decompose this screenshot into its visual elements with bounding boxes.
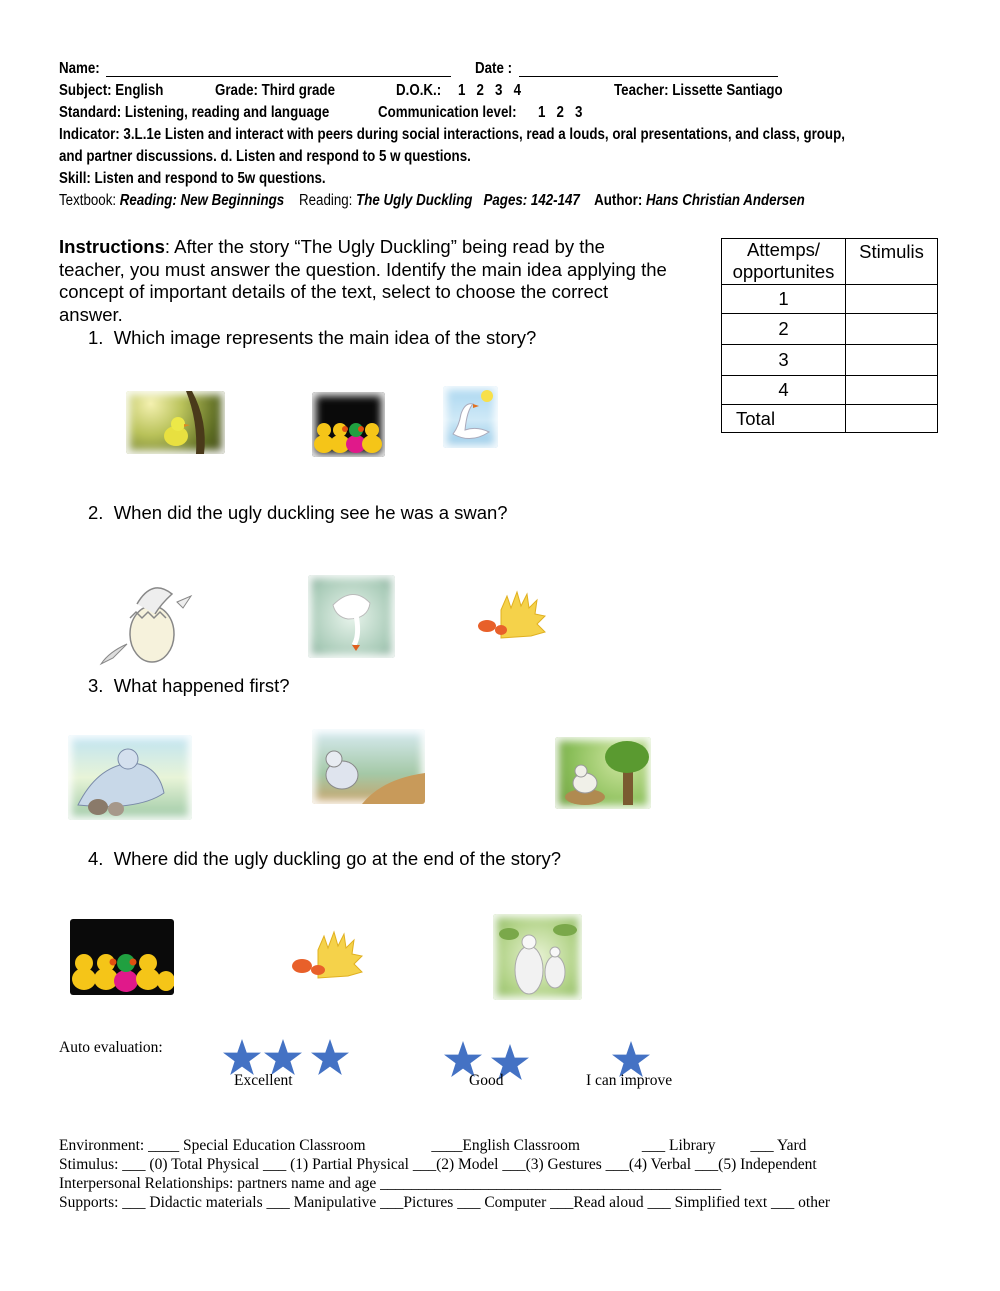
interpersonal-line: Interpersonal Relationships: partners name and age ____________________________________________ bbox=[59, 1175, 722, 1192]
indicator-line-1: Indicator: 3.L.1e Listen and interact with peers during social interactions, read a louds, oral presentations, and class, group, bbox=[59, 126, 845, 143]
reading-title: The Ugly Duckling bbox=[356, 192, 473, 209]
stimulis-cell-2[interactable] bbox=[846, 314, 938, 345]
reading-label: Reading: bbox=[299, 192, 353, 209]
attempt-row-3: 3 bbox=[722, 345, 846, 376]
instructions-line-3: concept of important details of the text, select to choose the correct bbox=[59, 281, 609, 302]
question-1-number: 1. bbox=[88, 327, 104, 348]
question-3-number: 3. bbox=[88, 675, 104, 696]
mother-duck-image bbox=[68, 735, 192, 820]
date-label: Date : bbox=[475, 60, 513, 77]
sad-duckling-image-2 bbox=[288, 920, 380, 986]
star-icon bbox=[222, 1038, 262, 1076]
stimulus-line: Stimulus: ___ (0) Total Physical ___ (1) Partial Physical ___(2) Model ___(3) Gestures ___(4) Verbal ___(5) Independent bbox=[59, 1156, 817, 1173]
q3-option-mother-duck[interactable] bbox=[68, 735, 192, 820]
q3-option-ugly-duckling-path[interactable] bbox=[312, 729, 425, 804]
question-2-text: When did the ugly duckling see he was a swan? bbox=[113, 502, 508, 523]
hatching-egg-image bbox=[97, 574, 198, 667]
instructions-line-2: teacher, you must answer the question. Identify the main idea applying the bbox=[59, 258, 667, 280]
environment-line: Environment: ____ Special Education Classroom ____English Classroom ___ Library ___ Yard bbox=[59, 1137, 807, 1154]
rubber-ducks-image-2 bbox=[70, 919, 174, 995]
grade: Grade: Third grade bbox=[215, 82, 335, 99]
dok-levels: 1 2 3 4 bbox=[458, 82, 521, 99]
instructions-line-4: answer. bbox=[59, 303, 123, 325]
rating-i-can-improve[interactable]: I can improve bbox=[586, 1072, 673, 1089]
attempt-row-4: 4 bbox=[722, 376, 846, 405]
textbook-line bbox=[59, 192, 805, 210]
communication-level-label: Communication level: bbox=[378, 104, 517, 121]
swan-cartoon-image bbox=[443, 386, 498, 448]
attempt-row-2: 2 bbox=[722, 314, 846, 345]
attempts-header bbox=[722, 239, 846, 285]
q1-option-rubber-ducks[interactable] bbox=[312, 392, 385, 457]
question-3-text: What happened first? bbox=[113, 675, 290, 696]
name-blank[interactable] bbox=[106, 76, 451, 77]
attempts-header-line-2: opportunites bbox=[732, 261, 835, 282]
instructions-label: Instructions bbox=[59, 236, 165, 257]
star-icon bbox=[263, 1038, 303, 1076]
q2-option-swan-reflection[interactable] bbox=[308, 575, 395, 658]
question-4-text: Where did the ugly duckling go at the end of the story? bbox=[113, 848, 562, 869]
duckling-alone-image bbox=[126, 391, 225, 454]
stimulis-cell-4[interactable] bbox=[846, 376, 938, 405]
date-blank[interactable] bbox=[519, 76, 778, 77]
question-4-number: 4. bbox=[88, 848, 104, 869]
ugly-duckling-path-image bbox=[312, 729, 425, 804]
question-1 bbox=[88, 327, 536, 349]
q3-option-duck-nest[interactable] bbox=[555, 737, 651, 809]
q2-option-hatching-egg[interactable] bbox=[97, 574, 198, 667]
rubber-ducks-image bbox=[312, 392, 385, 457]
instructions-text-1: : After the story “The Ugly Duckling” being read by the bbox=[164, 236, 605, 257]
textbook-label: Textbook: bbox=[59, 192, 117, 209]
star-icon bbox=[310, 1038, 350, 1076]
dok-label: D.O.K.: bbox=[396, 82, 442, 99]
q1-option-swan-cartoon[interactable] bbox=[443, 386, 498, 448]
question-2 bbox=[88, 502, 508, 524]
swan-reflection-image bbox=[308, 575, 395, 658]
rating-excellent[interactable]: Excellent bbox=[234, 1072, 293, 1089]
indicator-line-2: and partner discussions. d. Listen and respond to 5 w questions. bbox=[59, 148, 471, 165]
question-3 bbox=[88, 675, 290, 697]
textbook-title: Reading: New Beginnings bbox=[119, 192, 285, 209]
question-4 bbox=[88, 848, 561, 870]
attempts-table bbox=[721, 238, 938, 433]
standard: Standard: Listening, reading and language bbox=[59, 104, 330, 121]
stimulis-cell-total[interactable] bbox=[846, 405, 938, 433]
q2-option-sad-duckling[interactable] bbox=[473, 580, 561, 646]
stimulis-header: Stimulis bbox=[846, 239, 938, 285]
name-label: Name: bbox=[59, 60, 100, 77]
pages: Pages: 142-147 bbox=[483, 192, 580, 209]
supports-line: Supports: ___ Didactic materials ___ Manipulative ___Pictures ___ Computer ___Read aloud ___ Simplified text ___ other bbox=[59, 1194, 831, 1211]
stimulis-cell-1[interactable] bbox=[846, 285, 938, 314]
author-label: Author: bbox=[594, 192, 643, 209]
rating-good[interactable]: Good bbox=[469, 1072, 504, 1089]
question-2-number: 2. bbox=[88, 502, 104, 523]
q1-option-duckling-alone[interactable] bbox=[126, 391, 225, 454]
sad-duckling-image bbox=[473, 580, 561, 646]
instructions-line-1 bbox=[59, 236, 667, 259]
q4-option-sad-duckling[interactable] bbox=[288, 920, 380, 986]
teacher: Teacher: Lissette Santiago bbox=[614, 82, 783, 99]
swans-family-image bbox=[493, 914, 582, 1000]
attempt-row-total: Total bbox=[722, 405, 846, 433]
duck-nest-image bbox=[555, 737, 651, 809]
attempts-header-line-1: Attemps/ bbox=[747, 239, 820, 260]
auto-evaluation-label: Auto evaluation: bbox=[59, 1039, 163, 1056]
stimulis-cell-3[interactable] bbox=[846, 345, 938, 376]
author-name: Hans Christian Andersen bbox=[645, 192, 805, 209]
communication-levels: 1 2 3 bbox=[538, 104, 583, 121]
skill: Skill: Listen and respond to 5w questions. bbox=[59, 170, 326, 187]
instructions bbox=[59, 236, 667, 326]
question-1-text: Which image represents the main idea of the story? bbox=[113, 327, 537, 348]
q4-option-swans-family[interactable] bbox=[493, 914, 582, 1000]
attempt-row-1: 1 bbox=[722, 285, 846, 314]
subject: Subject: English bbox=[59, 82, 164, 99]
q4-option-rubber-ducks[interactable] bbox=[70, 919, 174, 995]
